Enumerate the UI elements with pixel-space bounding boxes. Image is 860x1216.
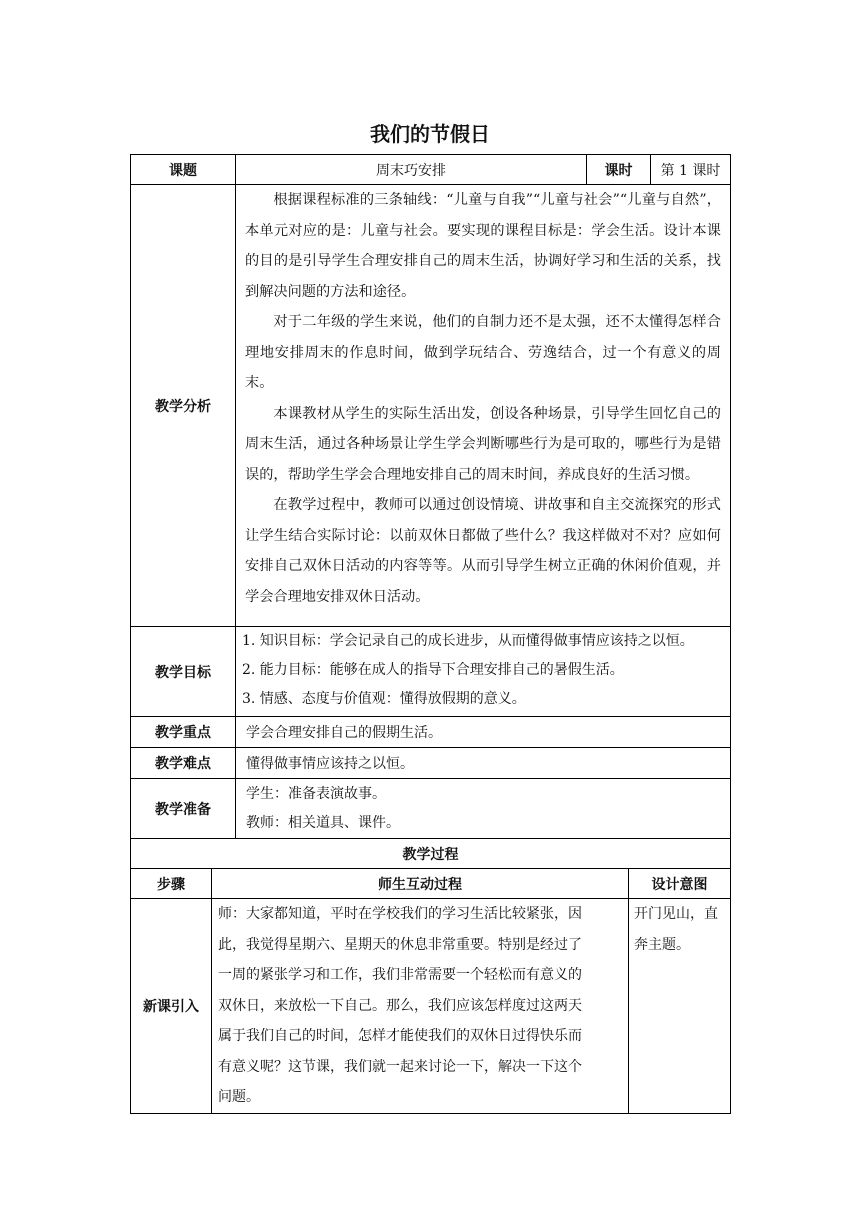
preparation-teacher: 教师：相关道具、课件。 — [246, 814, 400, 831]
intent-line: 开门见山，直 — [634, 906, 718, 922]
preparation-content — [236, 779, 731, 839]
col-interaction-header: 师生互动过程 — [212, 869, 629, 899]
col-step-header: 步骤 — [131, 869, 212, 899]
difficulty-value: 懂得做事情应该持之以恒。 — [236, 748, 731, 779]
intent-line: 奔主题。 — [634, 936, 690, 953]
step-name: 新课引入 — [131, 899, 212, 1114]
intent-content — [629, 899, 731, 1114]
goals-label: 教学目标 — [131, 627, 236, 717]
interaction-line: 双休日，来放松一下自己。那么，我们应该怎样度过这两天 — [218, 997, 582, 1014]
col-intent-header: 设计意图 — [629, 869, 731, 899]
goal-item: 1. 知识目标：学会记录自己的成长进步，从而懂得做事情应该持之以恒。 — [242, 633, 694, 649]
preparation-label: 教学准备 — [131, 779, 236, 839]
interaction-content — [212, 899, 629, 1114]
analysis-paragraph: 对于二年级的学生来说，他们的自制力还不是太强，还不太懂得怎样合理地安排周末的作息时间，做到学玩结合、劳逸结合，过一个有意义的周末。 — [245, 314, 721, 391]
document-title: 我们的节假日 — [370, 122, 490, 146]
interaction-line: 属于我们自己的时间，怎样才能使我们的双休日过得快乐而 — [218, 1028, 582, 1044]
analysis-content — [236, 185, 731, 627]
process-heading: 教学过程 — [131, 839, 731, 869]
table-row — [131, 899, 731, 1114]
difficulty-label: 教学难点 — [131, 748, 236, 779]
interaction-line: 师：大家都知道，平时在学校我们的学习生活比较紧张，因 — [218, 906, 582, 922]
interaction-line: 问题。 — [218, 1089, 260, 1105]
teaching-process-table — [130, 838, 731, 1114]
period-value: 第 1 课时 — [651, 155, 731, 185]
analysis-paragraph: 在教学过程中，教师可以通过创设情境、讲故事和自主交流探究的形式让学生结合实际讨论：以前双休日都做了些什么？我这样做对不对？应如何安排自己双休日活动的内容等等。从而引导学生树立正确的休闲价值观，并学会合理地安排双休日活动。 — [245, 497, 721, 605]
goals-content — [236, 627, 731, 717]
lesson-info-table — [130, 154, 731, 839]
analysis-label: 教学分析 — [131, 185, 236, 627]
interaction-line: 此，我觉得星期六、星期天的休息非常重要。特别是经过了 — [218, 936, 582, 953]
analysis-paragraph: 根据课程标准的三条轴线：“儿童与自我”“儿童与社会”“儿童与自然”，本单元对应的是：儿童与社会。要实现的课程目标是：学会生活。设计本课的目的是引导学生合理安排自己的周末生活，协调好学习和生活的关系，找到解决问题的方法和途径。 — [245, 192, 721, 300]
topic-value: 周末巧安排 — [236, 155, 587, 185]
goal-item: 2. 能力目标：能够在成人的指导下合理安排自己的暑假生活。 — [242, 662, 624, 678]
analysis-paragraph: 本课教材从学生的实际生活出发，创设各种场景，引导学生回忆自己的周末生活，通过各种场景让学生学会判断哪些行为是可取的，哪些行为是错误的，帮助学生学会合理地安排自己的周末时间，养成良好的生活习惯。 — [245, 405, 721, 483]
key-point-value: 学会合理安排自己的假期生活。 — [236, 717, 731, 748]
goal-item: 3. 情感、态度与价值观：懂得放假期的意义。 — [242, 691, 526, 707]
interaction-line: 有意义呢？这节课，我们就一起来讨论一下，解决一下这个 — [218, 1058, 582, 1075]
key-point-label: 教学重点 — [131, 717, 236, 748]
preparation-student: 学生：准备表演故事。 — [246, 785, 386, 802]
interaction-line: 一周的紧张学习和工作，我们非常需要一个轻松而有意义的 — [218, 967, 582, 983]
topic-label: 课题 — [131, 155, 236, 185]
period-label: 课时 — [587, 155, 651, 185]
